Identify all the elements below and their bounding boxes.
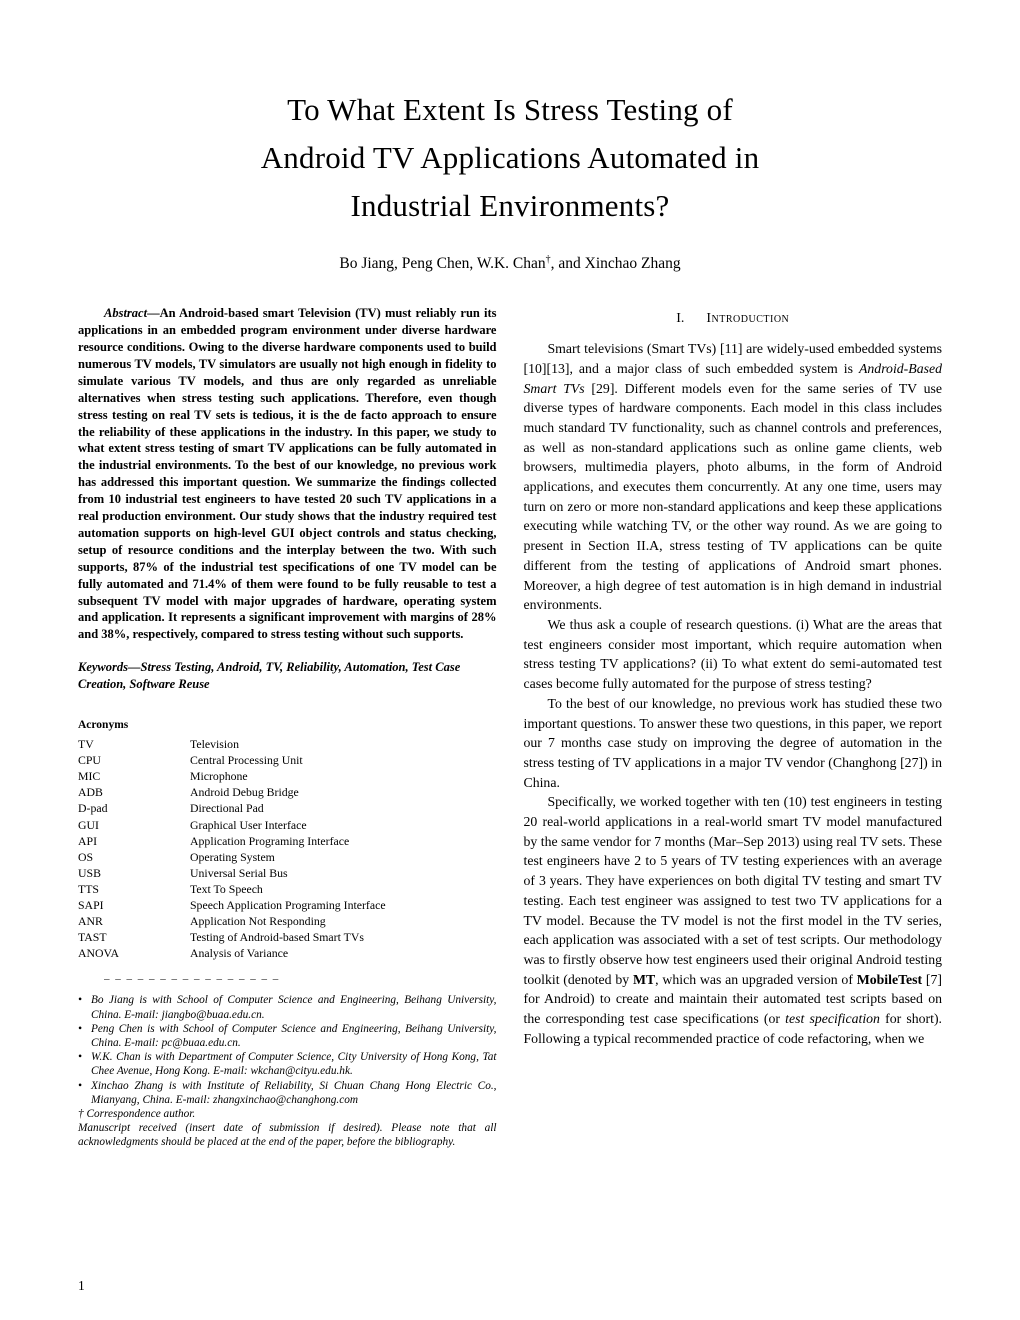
acronym-abbr: ANR xyxy=(78,914,103,929)
acronym-definition: Microphone xyxy=(190,769,248,784)
acronyms-heading: Acronyms xyxy=(78,719,129,732)
text-segment: , which was an upgraded version of xyxy=(655,971,857,987)
text-segment: Specifically, we worked together with ten (10) test engineers in testing 20 real-world applications in a real-world smart TV model manufactured by the same vendor for 7 months (Mar–Sep 2013) using real TV sets. These test engineers have 2 to 5 years of TV testing experiences with an average of 3 years. They have experiences on both digital TV testing and smart TV testing. Each test engineer was assigned to test two TV applications for a TV model. Because the TV model is not the first model in the TV series, each application was associated with a set of test scripts. Our methodology was to firstly observe how test engineers used their original Android testing toolkit (denoted by xyxy=(523,794,942,987)
acronyms-section xyxy=(78,719,497,961)
abstract-lead: Abstract xyxy=(104,306,148,321)
abstract-body-text: An Android-based smart Television (TV) must reliably run its applications in an embedded program environment under diverse hardware resource conditions. Owing to the diverse hardware components used to build numerous TV models, TV simulators are usually not high enough in fidelity to simulate various TV models, and thus are only regarded as unreliable alternatives when stress testing such applications. Therefore, even though stress testing on real TV sets is tedious, it is the de facto approach to ensure the reliability of these applications in the industry. In this paper, we study to what extent stress testing of smart TV applications can be fully automated in the industrial environments. To the best of our knowledge, no previous work has addressed this important question. We summarize the findings collected from 10 industrial test engineers to have tested 20 such TV applications in a real production environment. Our study shows that the industry required test automation supports on high-level GUI object controls and status checking, setup of resource conditions and the interplay between the two. With such supports, 87% of the industrial test specifications of one TV model can be fully automated and 71.4% of them were found to be fully reusable to test a subsequent TV model with major upgrades of hardware, operating system and application. It represents a significant improvement with margins of 28% and 38%, respectively, compared to stress testing without such supports. xyxy=(78,306,497,642)
acronym-abbr: TAST xyxy=(78,930,107,945)
acronym-abbr: ANOVA xyxy=(78,946,120,961)
authors-line xyxy=(78,254,942,273)
acronym-row xyxy=(78,768,497,784)
acronym-definition: Application Not Responding xyxy=(190,914,326,929)
footnotes-section xyxy=(78,993,497,1149)
section-number: I. xyxy=(676,311,685,327)
acronym-row xyxy=(78,849,497,865)
section-title: Introduction xyxy=(706,311,790,327)
acronym-definition: Television xyxy=(190,737,239,752)
acronym-abbr: TV xyxy=(78,737,94,752)
acronym-abbr: USB xyxy=(78,865,101,880)
footnote-text: Xinchao Zhang is with Institute of Reliability, Si Chuan Chang Hong Electric Co., Mianyang, China. E-mail: zhangxinchao@changhong.com xyxy=(91,1079,497,1106)
authors-names: Bo Jiang, Peng Chen, W.K. Chan xyxy=(339,255,546,273)
acronym-definition: Graphical User Interface xyxy=(190,817,307,832)
acronym-row xyxy=(78,945,497,961)
acronym-definition: Analysis of Variance xyxy=(190,946,289,961)
acronym-abbr: SAPI xyxy=(78,898,104,913)
page-number: 1 xyxy=(78,1278,85,1293)
bullet-icon: • xyxy=(78,1051,82,1064)
acronym-row xyxy=(78,897,497,913)
italic-text-segment: test specification xyxy=(785,1011,880,1027)
footnote-item xyxy=(78,1050,497,1078)
acronym-row xyxy=(78,800,497,816)
acronym-row xyxy=(78,929,497,945)
footnote-item xyxy=(78,1022,497,1050)
acronym-definition: Application Programing Interface xyxy=(190,833,350,848)
bullet-icon: • xyxy=(78,994,82,1007)
right-column xyxy=(524,305,943,1149)
acronym-definition: Directional Pad xyxy=(190,801,264,816)
acronym-row xyxy=(78,784,497,800)
bold-text-segment: MT xyxy=(632,971,656,987)
paper-title-line-2: Android TV Applications Automated in xyxy=(260,140,760,175)
footnote-text: Peng Chen is with School of Computer Science and Engineering, Beihang University, China. E-mail: pc@buaa.edu.cn. xyxy=(91,1022,497,1050)
intro-paragraph-4 xyxy=(524,792,943,1048)
text-segment: [7] for Android) to create and maintain their automated test scripts based on the corresponding test case specifications (or xyxy=(523,971,942,1027)
acronym-definition: Universal Serial Bus xyxy=(190,865,288,880)
acronym-row xyxy=(78,736,497,752)
abstract-dash: — xyxy=(147,306,160,321)
text-segment: Smart televisions (Smart TVs) [11] are widely-used embedded systems [10][13], and a major class of such embedded system is xyxy=(523,341,942,376)
two-column-body xyxy=(78,305,942,1149)
acronym-definition: Operating System xyxy=(190,849,275,864)
acronym-abbr: TTS xyxy=(78,881,99,896)
acronym-abbr: ADB xyxy=(78,785,103,800)
acronym-abbr: MIC xyxy=(78,769,101,784)
intro-paragraph-3 xyxy=(524,694,943,793)
footnote-item xyxy=(78,1079,497,1107)
correspondence-note: † Correspondence author. xyxy=(78,1108,196,1121)
acronym-definition: Text To Speech xyxy=(190,881,263,896)
bullet-icon: • xyxy=(78,1079,82,1092)
footnote-text: Bo Jiang is with School of Computer Science and Engineering, Beihang University, China. E-mail: jiangbo@buaa.edu.cn. xyxy=(91,994,497,1021)
text-segment: for short). Following a typical recommended practice of code refactoring, when we xyxy=(523,1011,943,1046)
acronym-row xyxy=(78,881,497,897)
acronym-abbr: API xyxy=(78,833,98,848)
acronym-row xyxy=(78,752,497,768)
paper-title-line-3: Industrial Environments? xyxy=(350,188,670,223)
left-column xyxy=(78,305,497,1149)
text-segment: To the best of our knowledge, no previous work has studied these two important questions. To answer these two questions, in this paper, we report our 7 months case study on improving the degree of automation in the stress testing of TV applications in a major TV vendor (Changhong [27]) in China. xyxy=(523,695,942,790)
acronym-definition: Central Processing Unit xyxy=(190,753,303,768)
acronym-row xyxy=(78,865,497,881)
acronym-definition: Testing of Android-based Smart TVs xyxy=(190,930,364,945)
acronym-abbr: D-pad xyxy=(78,801,108,816)
keywords-line: Keywords—Stress Testing, Android, TV, Reliability, Automation, Test Case Creation, Software Reuse xyxy=(78,660,461,692)
bold-text-segment: MobileTest xyxy=(856,971,923,987)
dagger-mark: † xyxy=(545,254,551,265)
acronym-abbr: GUI xyxy=(78,817,99,832)
bullet-icon: • xyxy=(78,1022,82,1035)
acronym-abbr: OS xyxy=(78,849,94,864)
italic-text-segment: Android-Based Smart TVs xyxy=(523,360,942,396)
paper-title xyxy=(78,86,942,230)
footnote-item xyxy=(78,993,497,1021)
acronym-row xyxy=(78,833,497,849)
authors-names-rest: , and Xinchao Zhang xyxy=(550,255,681,273)
footnote-separator: – – – – – – – – – – – – – – – – xyxy=(104,973,280,986)
text-segment: [29]. Different models even for the same series of TV use diverse types of hardware components. Each model in this class includes much standard TV functionality, such as channel controls and preferences, as well as non-standard applications such as online game clients, web browsers, multimedia players, photo albums, in the form of Android applications, and executes them concurrently. At any one time, users may turn on zero or more non-standard applications and keep these applications executing while watching TV, or the other way round. As we are going to present in Section II.A, stress testing of TV applications can be quite different from the testing of applications of Android smart phones. Moreover, a high degree of test automation is in high demand in industrial environments. xyxy=(523,380,942,613)
manuscript-note: Manuscript received (insert date of submission if desired). Please note that all acknowledgments should be placed at the end of the paper, before the bibliography. xyxy=(78,1122,497,1149)
abstract xyxy=(78,305,497,643)
acronym-definition: Speech Application Programing Interface xyxy=(190,898,386,913)
acronym-row xyxy=(78,817,497,833)
intro-paragraph-1 xyxy=(524,339,943,615)
acronym-row xyxy=(78,913,497,929)
footnote-text: W.K. Chan is with Department of Computer Science, City University of Hong Kong, Tat Chee Avenue, Hong Kong. E-mail: wkchan@cityu.edu.hk. xyxy=(91,1051,497,1078)
text-segment: We thus ask a couple of research questions. (i) What are the areas that test engineers consider most important, which require automation when stress testing TV applications? (ii) To what extent do semi-automated test cases become fully automated for the purpose of stress testing? xyxy=(523,617,942,692)
intro-paragraph-2 xyxy=(524,615,943,694)
paper-title-line-1: To What Extent Is Stress Testing of xyxy=(287,92,733,127)
section-heading xyxy=(524,311,943,327)
acronym-definition: Android Debug Bridge xyxy=(190,785,299,800)
acronym-abbr: CPU xyxy=(78,753,101,768)
